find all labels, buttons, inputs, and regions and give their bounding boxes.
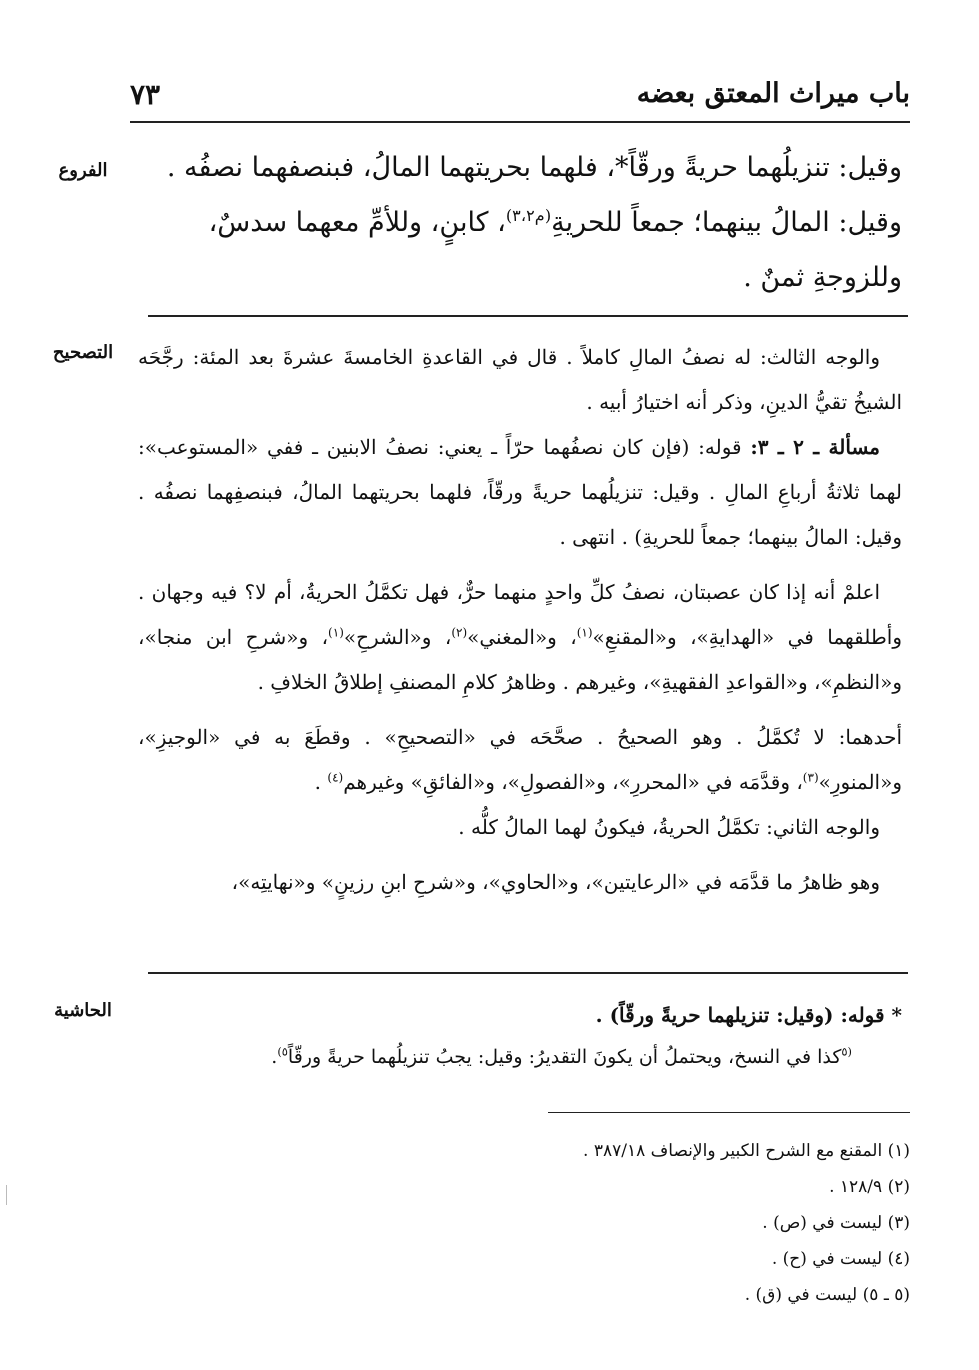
hashiya-line-1: * قوله: (وقيل: تنزيلهما حريةً ورقّاً) . <box>595 1003 902 1027</box>
header-rule <box>130 121 910 123</box>
masala-label: مسألة ـ ٢ ـ ٣: <box>750 435 881 459</box>
margin-label-hashiya: الحاشية <box>54 1000 112 1021</box>
footnote-1: (١) المقنع مع الشرح الكبير والإنصاف ٣٨٧/١٨ . <box>583 1141 910 1161</box>
tashih-para-5: والوجه الثاني: تكمَّلُ الحريةُ، فيكونُ لهما المالُ كلُّه . <box>458 815 880 839</box>
tashih-para-6: وهو ظاهرُ ما قدَّمَه في «الرعايتين»، و«الحاوي»، و«شرحِ ابنِ رزينٍ» و«نهايتِه»، <box>231 870 880 894</box>
footnote-rule <box>548 1112 910 1113</box>
furu-line-1: وقيل: تنزيلُهما حريةً ورقّاً*، فلهما بحريتهما المالُ، فبنصفهما نصفُه . <box>166 152 902 183</box>
running-header <box>130 78 910 114</box>
margin-label-tashih: التصحيح <box>52 342 114 363</box>
section-rule-1 <box>148 315 908 317</box>
furu-text <box>138 140 902 305</box>
tashih-text <box>138 335 902 905</box>
furu-line-3: وللزوجةِ ثمنٌ . <box>743 262 902 293</box>
footnote-4: (٤) ليست في (ح) . <box>771 1249 910 1269</box>
hashiya-line-2: $^{(٥}$كذا في النسخ، ويحتملُ أن يكونَ التقديرُ: وقيل: يجبُ تنزيلُهما حريةً ورقّاً$^{٥)}$. <box>271 1044 852 1068</box>
section-rule-2 <box>148 972 908 974</box>
footnote-2: (٢) ١٢٨/٩ . <box>829 1177 910 1197</box>
tashih-para-4: أحدهما: لا تُكمَّلُ . وهو الصحيحُ . صحَّحَه في «التصحيحِ» . وقطَعَ به في «الوجيزِ»، و«المنورِ»$^{(٣)}$، وقدَّمَه في «المحررِ»، و«الفصولِ»، و«الفائقِ» وغيرهم$^{(٤)}$ . <box>138 725 902 794</box>
scan-edge-mark <box>6 1185 7 1205</box>
hashiya-text <box>138 994 902 1078</box>
margin-label-furu: الفروع <box>58 160 108 181</box>
tashih-para-2: مسألة ـ ٢ ـ ٣: قوله: (فإن كان نصفُهما حرّاً ـ يعني: نصفُ الابنين ـ ففي «المستوعب»: لهما ثلاثةُ أرباعِ المالِ . وقيل: تنزيلُهما حريةً ورقّاً، فلهما بحريتهما المالُ، فبنصفِهما نصفُه . وقيل: المالُ بينهما؛ جمعاً للحريةِ) . انتهى . <box>138 435 902 549</box>
chapter-title: باب ميراث المعتق بعضه <box>636 78 910 109</box>
footnotes <box>150 1133 910 1313</box>
tashih-para-3: اعلمْ أنه إذا كان عصبتان، نصفُ كلِّ واحدٍ منهما حرٌّ، فهل تكمَّلُ الحريةُ، أم لا؟ فيه وجهان . وأطلقهما في «الهدايةِ»، و«المقنعِ»$^{(١)}$، و«المغني»$^{(٢)}$، و«الشرحِ»$^{(١)}$، و«شرحِ ابن منجا»، و«النظمِ»، و«القواعدِ الفقهيةِ»، وغيرهم . وظاهرُ كلامِ المصنفِ إطلاقُ الخلافِ . <box>138 580 902 694</box>
footnote-5: (٥ ـ ٥) ليست في (ق) . <box>744 1285 910 1305</box>
tashih-para-1: والوجه الثالث: له نصفُ المالِ كاملاً . قال في القاعدةِ الخامسةَ عشرةَ بعد المئة: رجَّحَه الشيخُ تقيُّ الدينِ، وذكر أنه اختيارُ أبيه . <box>138 345 902 414</box>
furu-line-2: وقيل: المالُ بينهما؛ جمعاً للحريةِ$^{(م٣،٢)}$، كابنٍ، وللأمِّ معهما سدسٌ، <box>208 206 902 238</box>
footnote-3: (٣) ليست في (ص) . <box>762 1213 910 1233</box>
page-number: ٧٣ <box>130 78 161 111</box>
